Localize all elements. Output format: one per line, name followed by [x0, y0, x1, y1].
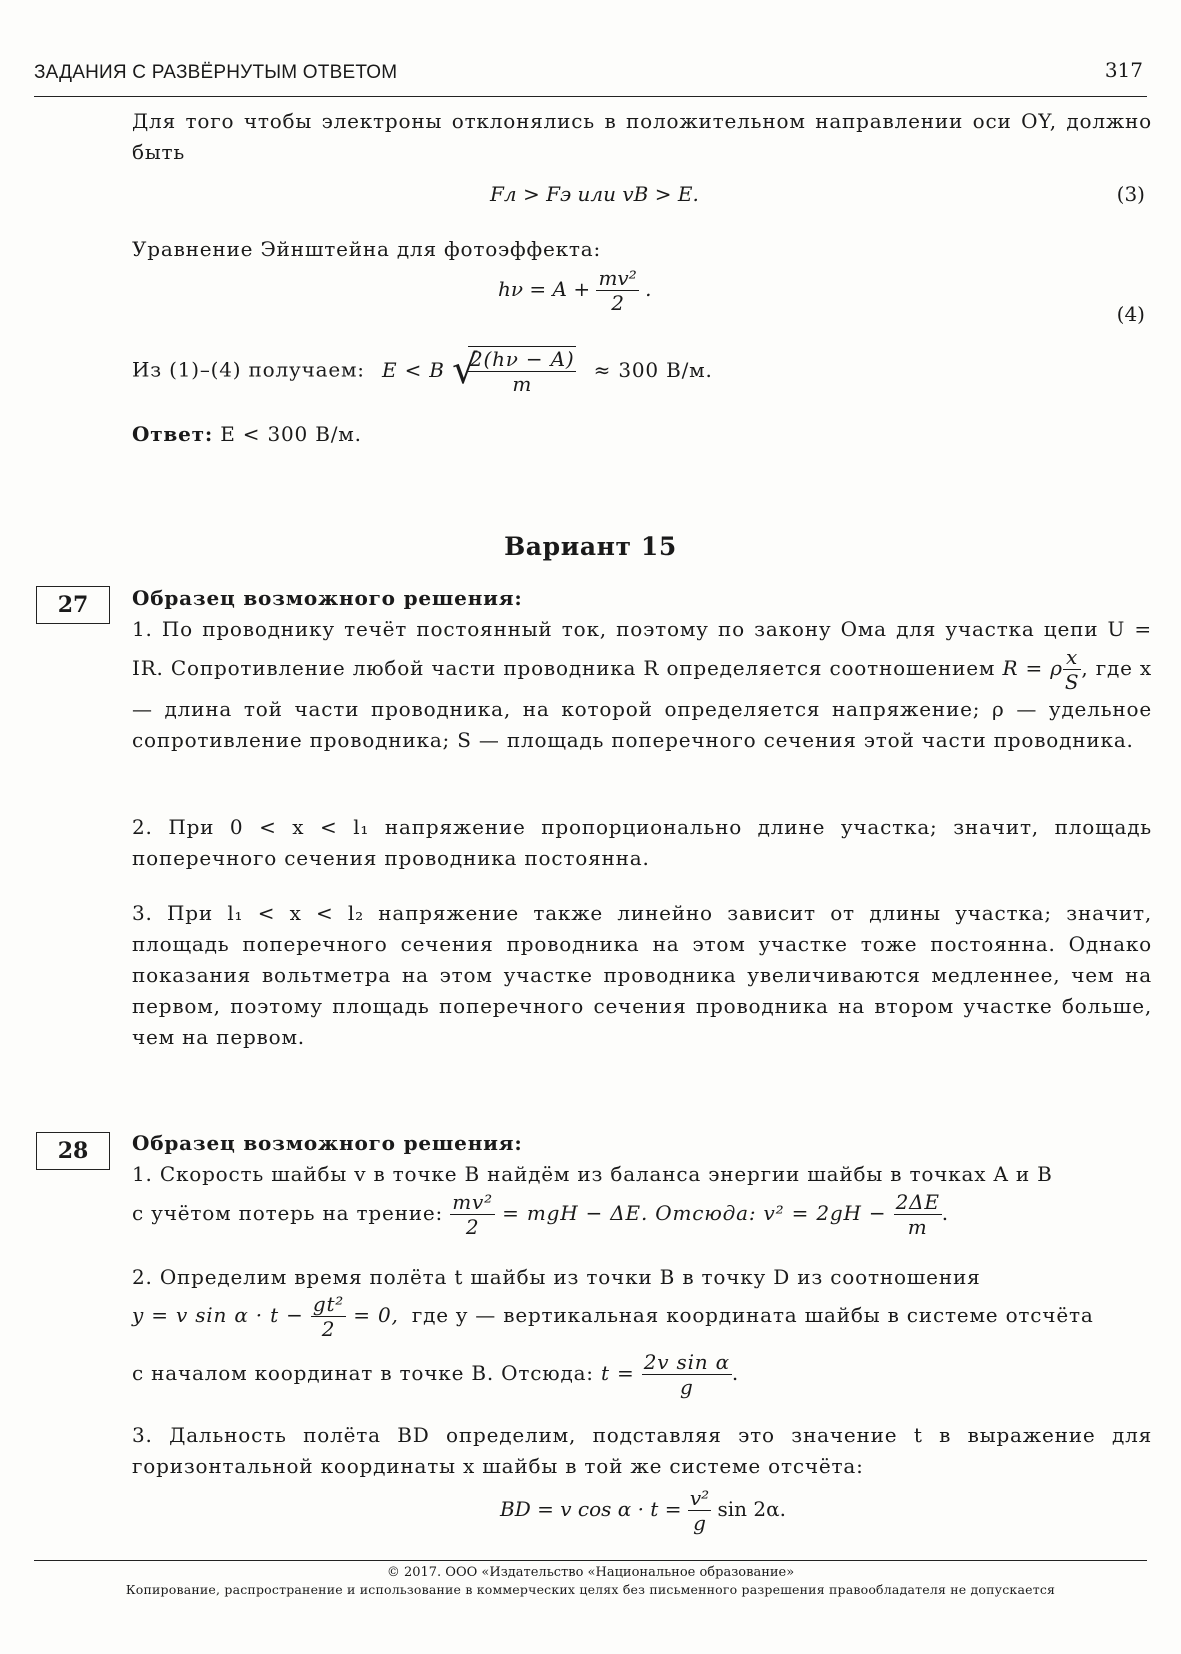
result-tail: ≈ 300 В/м. — [593, 357, 713, 382]
task-27-step-1-text-b: , где x — длина той части проводника, на которой определяется напряжение; ρ — удельное сопротивление проводника; S — площадь поперечного сечения этой части проводника. — [132, 656, 1152, 752]
formula-3: Fл > Fэ или vB > E. — [490, 182, 699, 206]
task-28-step-1-a: 1. Скорость шайбы v в точке B найдём из баланса энергии шайбы в точках A и B — [132, 1162, 1053, 1186]
equation-number-4: (4) — [1116, 302, 1145, 326]
task-27-step-1 — [132, 614, 1152, 756]
task-28-motion-fraction — [311, 1292, 346, 1341]
task-28-range-denominator: g — [693, 1511, 706, 1535]
task-27-numerator: x — [1063, 645, 1082, 670]
task-28-motion-numerator: gt² — [312, 1292, 345, 1316]
formula-4-fraction — [596, 266, 638, 315]
task-27-resistance-formula: R = ρ — [1002, 656, 1063, 680]
square-root — [452, 346, 577, 396]
task-28-time-label: t = — [601, 1361, 635, 1385]
task-28-energy-mid: = mgH − ΔE. Отсюда: v² = 2gH − — [502, 1201, 887, 1225]
task-27-denominator: S — [1064, 670, 1080, 694]
task-28-time-numerator: 2v sin α — [643, 1350, 730, 1374]
answer-label: Ответ: — [132, 422, 214, 446]
task-28-number: 28 — [36, 1132, 110, 1170]
task-28-step-3: 3. Дальность полёта BD определим, подставляя это значение t в выражение для горизонтальной координаты x шайбы в той же системе отсчёта: — [132, 1423, 1152, 1478]
task-28-time-fraction — [642, 1350, 732, 1399]
task-28-heading: Образец возможного решения: — [132, 1131, 523, 1155]
footer-notice: Копирование, распространение и использование в коммерческих целях без письменного разрешения правообладателя не допускается — [125, 1582, 1056, 1597]
page-header — [34, 58, 1147, 97]
task-27-step-3: 3. При l₁ < x < l₂ напряжение также линейно зависит от длины участка; значит, площадь поперечного сечения проводника на этом участке тоже постоянна. Однако показания вольтметра на этом участке проводника увеличиваются медленнее, чем на первом, поэтому площадь поперечного сечения проводника на втором участке больше, чем на первом. — [132, 901, 1152, 1049]
task-28-step-2-c — [132, 1350, 739, 1399]
page-number: 317 — [1104, 58, 1143, 82]
variant-title: Вариант 15 — [504, 532, 677, 561]
answer-value: E < 300 В/м. — [220, 422, 362, 446]
top-paragraph-2: Уравнение Эйнштейна для фотоэффекта: — [132, 237, 602, 261]
task-28-loss-denominator: m — [907, 1215, 928, 1239]
result-numerator: 2(hν − A) — [469, 347, 575, 371]
formula-4-numerator: mv² — [598, 266, 637, 290]
task-28-range-lead: BD = v cos α · t = — [500, 1497, 682, 1521]
task-28-step-1-end: . — [941, 1201, 949, 1225]
task-27-heading: Образец возможного решения: — [132, 586, 523, 610]
task-28-step-2-text: где y — вертикальная координата шайбы в системе отсчёта — [411, 1303, 1094, 1327]
task-28-time-denominator: g — [680, 1375, 694, 1399]
top-paragraph-1: Для того чтобы электроны отклонялись в положительном направлении оси OY, должно быть — [132, 109, 1152, 164]
task-28-motion-formula-b: = 0, — [353, 1303, 399, 1327]
task-27-fraction — [1063, 645, 1082, 694]
task-28-motion-denominator: 2 — [321, 1317, 336, 1341]
formula-4-left: hν = A + — [498, 277, 591, 301]
result-inequality: E < B — [382, 357, 445, 382]
result-lead: Из (1)–(4) получаем: — [132, 357, 365, 382]
task-28-step-1-lead: с учётом потерь на трение: — [132, 1201, 444, 1225]
task-28-range-formula — [500, 1486, 786, 1535]
formula-4-denominator: 2 — [611, 291, 624, 315]
answer-line — [132, 422, 362, 446]
task-28-energy-denominator: 2 — [465, 1215, 480, 1239]
task-28-energy-fraction — [450, 1190, 495, 1239]
footer-copyright: © 2017. ООО «Издательство «Национальное образование» — [386, 1565, 795, 1580]
task-28-step-2-b — [132, 1292, 1094, 1341]
task-28-motion-formula-a: y = v sin α · t − — [132, 1303, 304, 1327]
task-28-loss-fraction — [894, 1190, 942, 1239]
task-28-step-2-a: 2. Определим время полёта t шайбы из точки B в точку D из соотношения — [132, 1265, 981, 1289]
task-28-step-2-lead: с началом координат в точке B. Отсюда: — [132, 1361, 594, 1385]
radical-sign: √ — [451, 347, 479, 393]
task-28-step-2-end: . — [731, 1361, 740, 1385]
task-28-range-fraction — [688, 1486, 711, 1535]
task-28-step-1-b — [132, 1190, 949, 1239]
result-denominator: m — [512, 372, 533, 396]
task-27-step-1-text-a: 1. По проводнику течёт постоянный ток, поэтому по закону Ома для участка цепи U = IR. Сопротивление любой части проводника R определяется соотношением — [132, 617, 1152, 680]
formula-4-end: . — [645, 277, 652, 301]
section-title: ЗАДАНИЯ С РАЗВЁРНУТЫМ ОТВЕТОМ — [34, 62, 398, 83]
result-line — [132, 346, 713, 396]
task-27-step-2: 2. При 0 < x < l₁ напряжение пропорционально длине участка; значит, площадь поперечного сечения проводника постоянна. — [132, 815, 1152, 870]
task-28-range-numerator: v² — [689, 1486, 710, 1510]
formula-4 — [498, 266, 651, 315]
result-fraction — [468, 347, 577, 396]
task-27-number: 27 — [36, 586, 110, 624]
task-28-energy-numerator: mv² — [452, 1190, 493, 1214]
equation-number-3: (3) — [1116, 182, 1145, 206]
footer-divider — [34, 1560, 1147, 1561]
task-28-range-tail: sin 2α. — [717, 1497, 787, 1521]
task-28-loss-numerator: 2ΔE — [895, 1190, 940, 1214]
